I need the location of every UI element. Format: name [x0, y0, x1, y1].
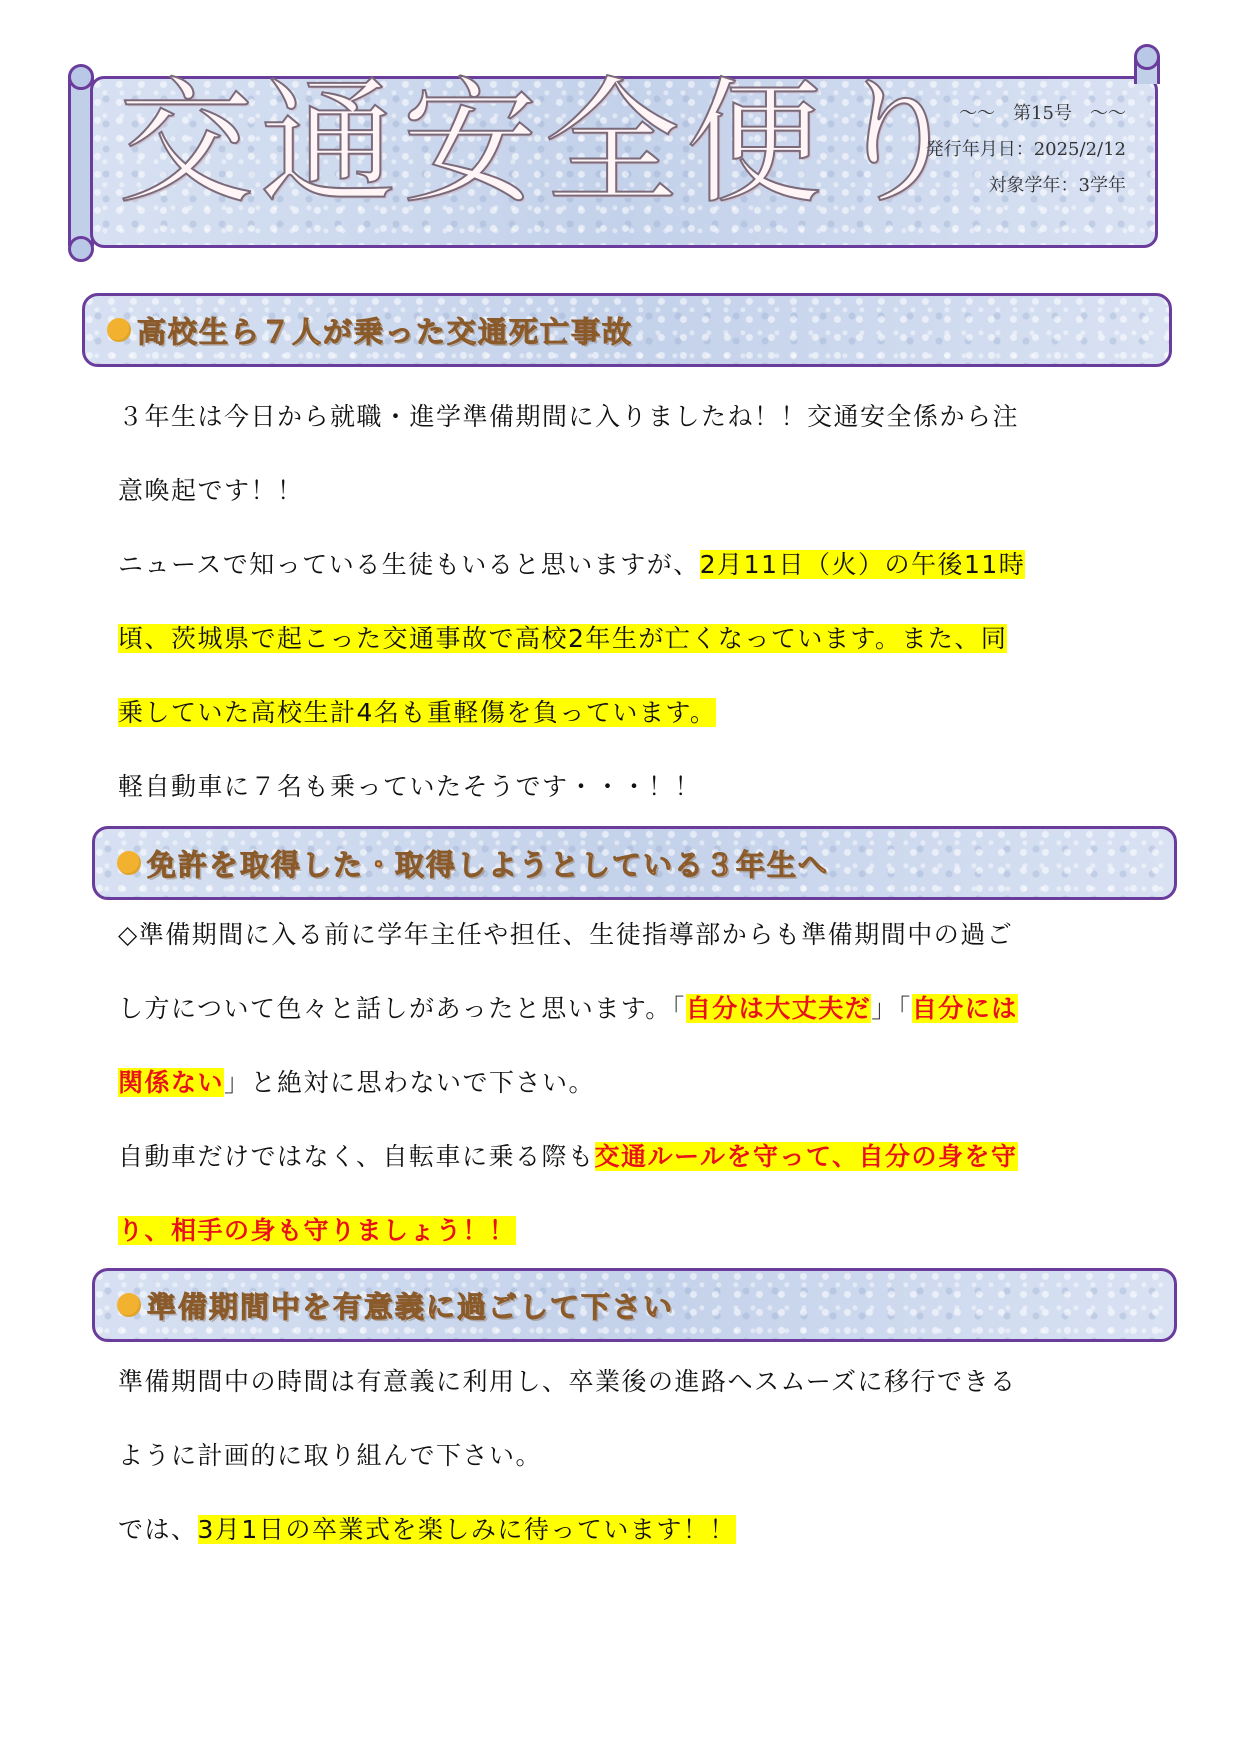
text-run: 」と絶対に思わないで下さい。	[224, 1068, 596, 1097]
emphasized-text: 自分には	[911, 994, 1018, 1023]
section-heading-label: 免許を取得した・取得しようとしている３年生へ	[147, 847, 830, 882]
target-grade: 対象学年：3学年	[988, 175, 1126, 196]
bullet-dot-icon	[107, 318, 131, 342]
bullet-dot-icon	[117, 851, 141, 875]
paragraph-line	[118, 602, 1128, 676]
text-run: ニュースで知っている生徒もいると思いますが、	[118, 550, 700, 579]
section-heading-label: 準備期間中を有意義に過ごして下さい	[147, 1289, 675, 1324]
paragraph-line: ように計画的に取り組んで下さい。	[118, 1441, 543, 1470]
paragraph-line	[118, 1046, 1128, 1120]
highlighted-text: 乗していた高校生計4名も重軽傷を負っています。	[118, 698, 717, 727]
highlighted-text: 2月11日（火）の午後11時	[699, 550, 1026, 579]
highlighted-text: 3月1日の卒業式を楽しみに待っています！！	[197, 1515, 736, 1544]
page-title: 交通安全便り	[118, 65, 970, 223]
issue-number: 〜〜 第15号 〜〜	[959, 103, 1126, 124]
highlighted-text: 頃、茨城県で起こった交通事故で高校2年生が亡くなっています。また、同	[118, 624, 1008, 653]
paragraph-line	[118, 1194, 1128, 1268]
emphasized-text: 関係ない	[118, 1068, 225, 1097]
paragraph-line	[118, 528, 1128, 602]
paragraph-line: ◇準備期間に入る前に学年主任や担任、生徒指導部からも準備期間中の過ご	[118, 920, 1014, 949]
paragraph-line: 準備期間中の時間は有意義に利用し、卒業後の進路へスムーズに移行できる	[118, 1367, 1017, 1396]
paragraph-line	[118, 1493, 1128, 1567]
paragraph-line: 意喚起です！！	[118, 476, 304, 505]
section-heading	[92, 826, 1177, 900]
text-run: では、	[118, 1515, 198, 1544]
paragraph-line: ３年生は今日から就職・進学準備期間に入りましたね！！交通安全係から注	[118, 402, 1020, 431]
text-run: し方について色々と話しがあったと思います。「	[118, 994, 686, 1023]
paragraph-line	[118, 676, 1128, 750]
text-run: 」「	[871, 994, 912, 1023]
text-run: 自動車だけではなく、自転車に乗る際も	[118, 1142, 595, 1171]
issue-info	[926, 96, 1126, 204]
section-heading-label: 高校生ら７人が乗った交通死亡事故	[137, 314, 634, 349]
paragraph-line: 軽自動車に７名も乗っていたそうです・・・！！	[118, 772, 702, 801]
paragraph-line	[118, 1120, 1128, 1194]
section-heading	[92, 1268, 1177, 1342]
emphasized-text: 自分は大丈夫だ	[685, 994, 872, 1023]
paragraph-line	[118, 972, 1128, 1046]
emphasized-text: 交通ルールを守って、自分の身を守	[594, 1142, 1018, 1171]
emphasized-text: り、相手の身も守りましょう！！	[118, 1216, 516, 1245]
bullet-dot-icon	[117, 1293, 141, 1317]
header-banner	[68, 58, 1162, 263]
scroll-curl-icon	[68, 236, 94, 262]
section-heading	[82, 293, 1172, 367]
issue-date: 発行年月日：2025/2/12	[925, 139, 1126, 160]
scroll-curl-icon	[1134, 44, 1160, 70]
